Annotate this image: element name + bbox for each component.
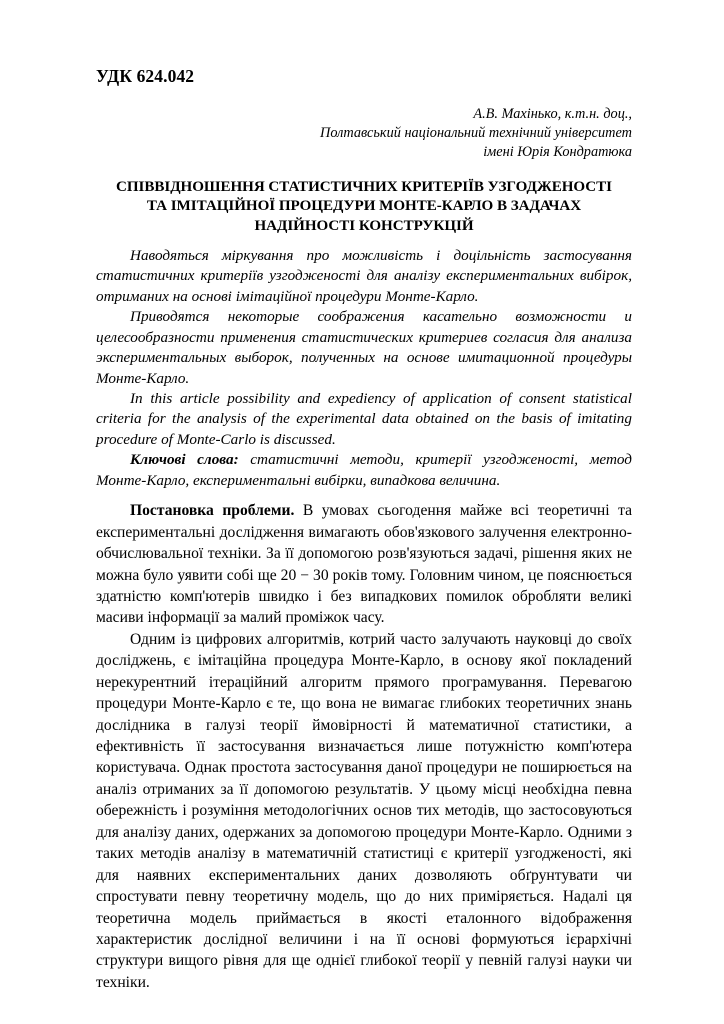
abstract-ukrainian: Наводяться міркування про можливість і доцільність застосування статистичних критеріїв узгодженості для аналізу експериментальних вибірок, отриманих на основі імітаційної процедури Монте-Карло. [96,246,632,305]
body-paragraph-1 [96,500,632,629]
section-heading-problem-statement: Постановка проблеми. [130,502,295,520]
author-affiliation-line-1: Полтавський національний технічний університет [320,125,632,141]
abstract-russian: Приводятся некоторые соображения касательно возможности и целесообразности применения статистических критериев согласия для анализа экспериментальных выборок, полученных на основе имитационной процедуры Монте-Карло. [96,308,632,387]
body-paragraph-1-text: В умовах сьогодення майже всі теоретичні та експериментальні дослідження вимагають обов'язкового залучення електронно-обчислювальної техніки. За її допомогою розв'язуються задачі, рішення яких не можна було уявити собі ще 20 − 30 років тому. Головним чином, це пояснюється здатністю комп'ютерів швидко і без випадкових помилок обробляти великі масиви інформації за малий проміжок часу. [96,502,633,627]
page-content [96,66,632,993]
udc-code: УДК 624.042 [96,66,195,86]
abstract-english: In this article possibility and expediency of application of consent statistical criteria for the analysis of the experimental data obtained on the basis of imitating procedure of Monte-Carlo is discussed. [96,390,632,448]
keywords-line [96,450,632,491]
title-line-3: НАДІЙНОСТІ КОНСТРУКЦІЙ [254,217,474,234]
page-title [96,178,632,236]
author-block [96,105,632,162]
body-paragraph-2: Одним із цифрових алгоритмів, котрий часто залучають науковці до своїх досліджень, є імітаційна процедура Монте-Карло, в основу якої покладений нерекурентний ітераційний алгоритм прямого програмування. Перевагою процедури Монте-Карло є те, що вона не вимагає глибоких теоретичних знань дослідника в галузі теорії ймовірності й математичної статистики, а ефективність її застосування визначається лише потужністю комп'ютера користувача. Однак простота застосування даної процедури не поширюється на аналіз отриманих за її допомогою результатів. У цьому місці необхідна певна обережність і розуміння методологічних основ тих методів, що застосовуються для аналізу даних, одержаних за допомогою процедури Монте-Карло. Одними з таких методів аналізу в математичній статистиці є критерії узгодженості, які для наявних експериментальних даних дозволяють обґрунтувати чи спростувати певну теоретичну модель, що до них приміряється. Надалі ця теоретична модель приймається в якості еталонного відображення характеристик дослідної величини і на її основі формуються ієрархічні структури вищого рівня для ще однієї глибокої теорії у певній галузі науки чи техніки. [96,630,632,991]
title-line-1: СПІВВІДНОШЕННЯ СТАТИСТИЧНИХ КРИТЕРІЇВ УЗГОДЖЕНОСТІ [115,179,612,195]
author-name: А.В. Махінько, к.т.н. доц., [473,106,632,122]
keywords-label: Ключові слова: [130,451,239,469]
author-affiliation-line-2: імені Юрія Кондратюка [483,144,632,160]
keywords-text: статистичні методи, критерії узгодженості, метод Монте-Карло, експериментальні вибірки, випадкова величина. [96,451,632,489]
title-line-2: ТА ІМІТАЦІЙНОЇ ПРОЦЕДУРИ МОНТЕ-КАРЛО В ЗАДАЧАХ [146,198,582,215]
